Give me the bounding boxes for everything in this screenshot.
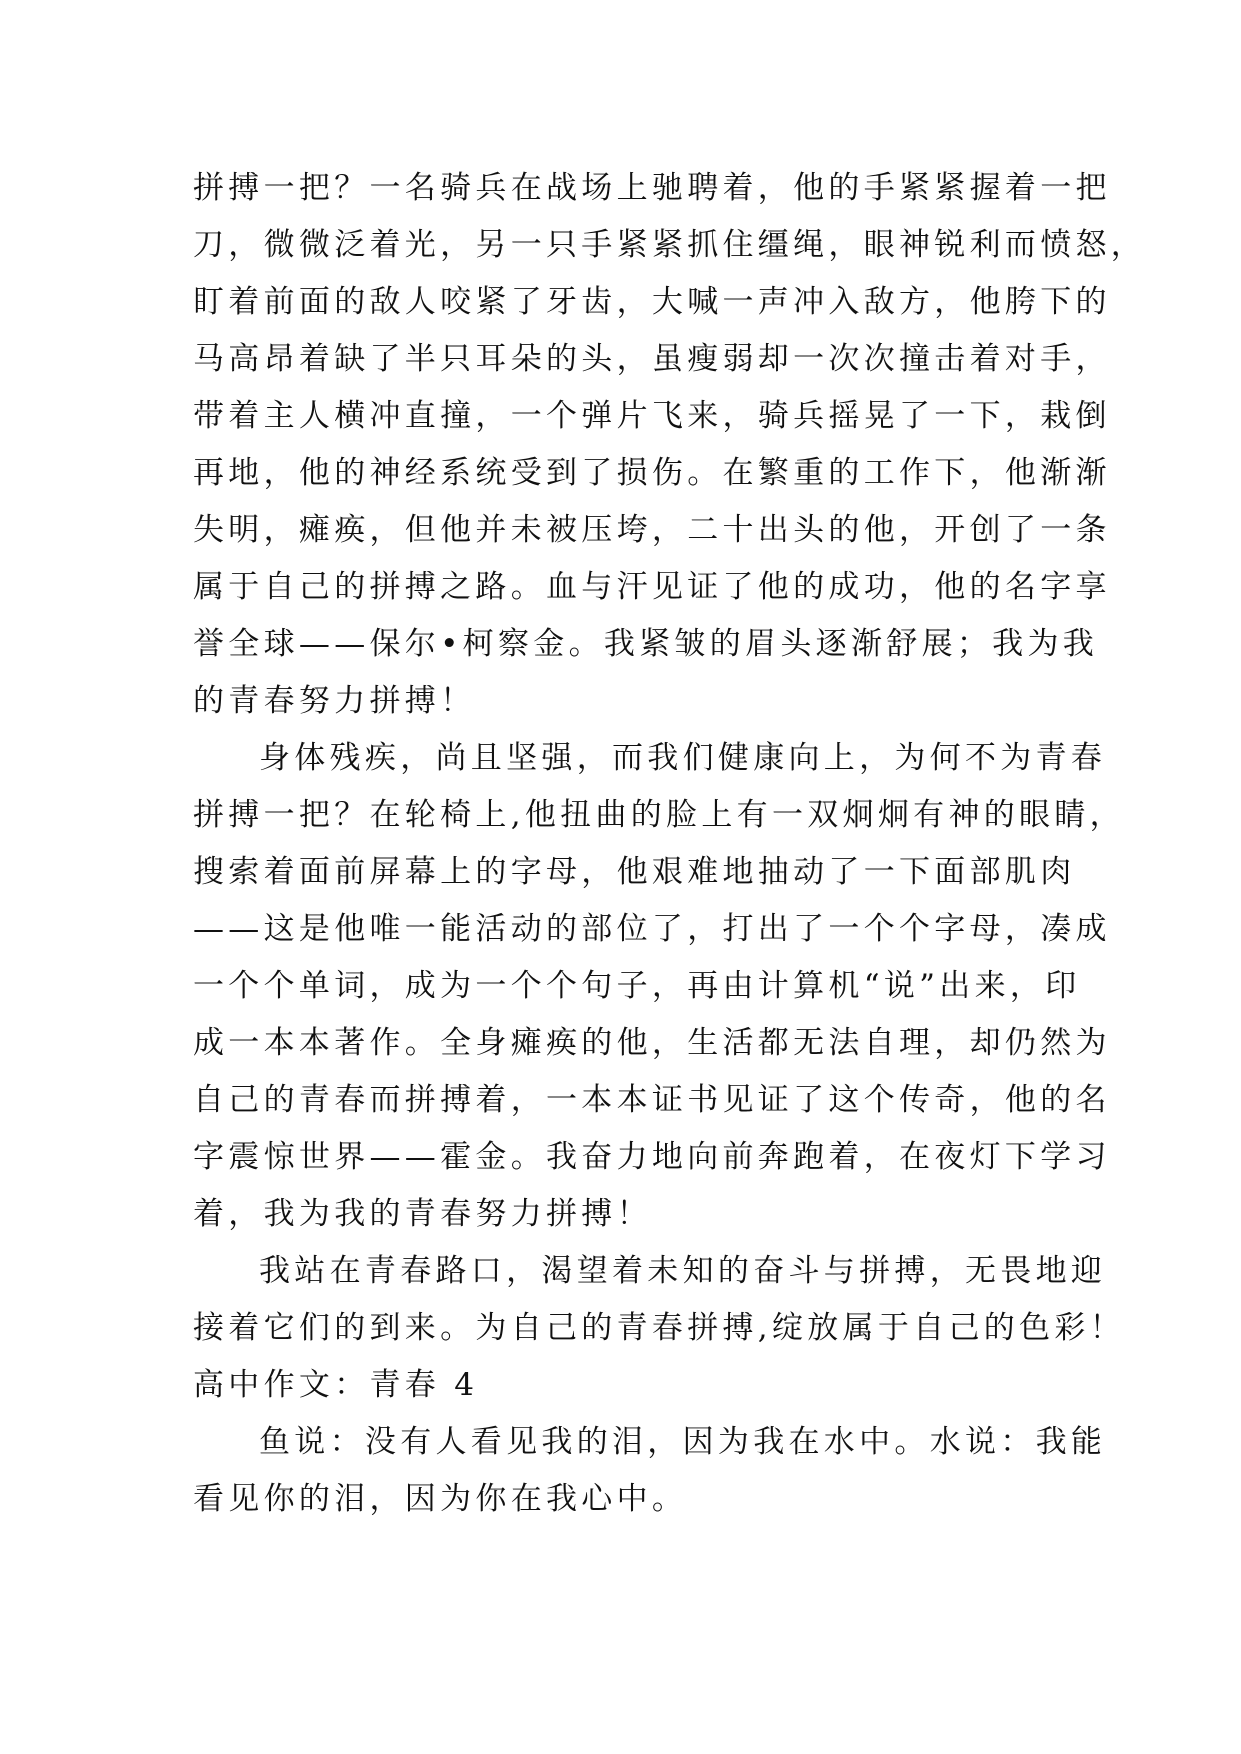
section-heading: 高中作文：青春 4: [193, 1367, 479, 1403]
text-line: ——这是他唯一能活动的部位了，打出了一个个字母，凑成: [193, 911, 1111, 947]
text-line: 再地，他的神经系统受到了损伤。在繁重的工作下，他渐渐: [193, 455, 1111, 491]
text-line: 看见你的泪，因为你在我心中。: [193, 1481, 688, 1517]
text-line: 刀，微微泛着光，另一只手紧紧抓住缰绳，眼神锐利而愤怒，: [193, 227, 1147, 263]
text-line: 字震惊世界——霍金。我奋力地向前奔跑着，在夜灯下学习: [193, 1139, 1111, 1175]
text-line: 誉全球——保尔•柯察金。我紧皱的眉头逐渐舒展；我为我: [193, 626, 1099, 662]
text-line: 搜索着面前屏幕上的字母，他艰难地抽动了一下面部肌肉: [193, 854, 1076, 890]
text-line: 的青春努力拼搏！: [193, 683, 476, 719]
text-line: 拼搏一把？在轮椅上,他扭曲的脸上有一双炯炯有神的眼睛，: [193, 797, 1125, 833]
text-line: 盯着前面的敌人咬紧了牙齿，大喊一声冲入敌方，他胯下的: [193, 284, 1111, 320]
text-line: 属于自己的拼搏之路。血与汗见证了他的成功，他的名字享: [193, 569, 1111, 605]
text-line: 成一本本著作。全身瘫痪的他，生活都无法自理，却仍然为: [193, 1025, 1111, 1061]
paragraph-start-line: 鱼说：没有人看见我的泪，因为我在水中。水说：我能: [259, 1424, 1107, 1460]
text-line: 拼搏一把？一名骑兵在战场上驰聘着，他的手紧紧握着一把: [193, 170, 1111, 206]
text-line: 马高昂着缺了半只耳朵的头，虽瘦弱却一次次撞击着对手，: [193, 341, 1111, 377]
paragraph-start-line: 身体残疾，尚且坚强，而我们健康向上，为何不为青春: [259, 740, 1107, 776]
text-line: 自己的青春而拼搏着，一本本证书见证了这个传奇，他的名: [193, 1082, 1111, 1118]
text-line: 带着主人横冲直撞，一个弹片飞来，骑兵摇晃了一下，栽倒: [193, 398, 1111, 434]
text-line: 失明，瘫痪，但他并未被压垮，二十出头的他，开创了一条: [193, 512, 1111, 548]
essay-body: [193, 160, 1147, 1528]
paragraph-start-line: 我站在青春路口，渴望着未知的奋斗与拼搏，无畏地迎: [259, 1253, 1107, 1289]
text-line: 一个个单词，成为一个个句子，再由计算机“说”出来，印: [193, 968, 1081, 1004]
text-line: 接着它们的到来。为自己的青春拼搏,绽放属于自己的色彩！: [193, 1310, 1125, 1346]
text-line: 着，我为我的青春努力拼搏！: [193, 1196, 652, 1232]
